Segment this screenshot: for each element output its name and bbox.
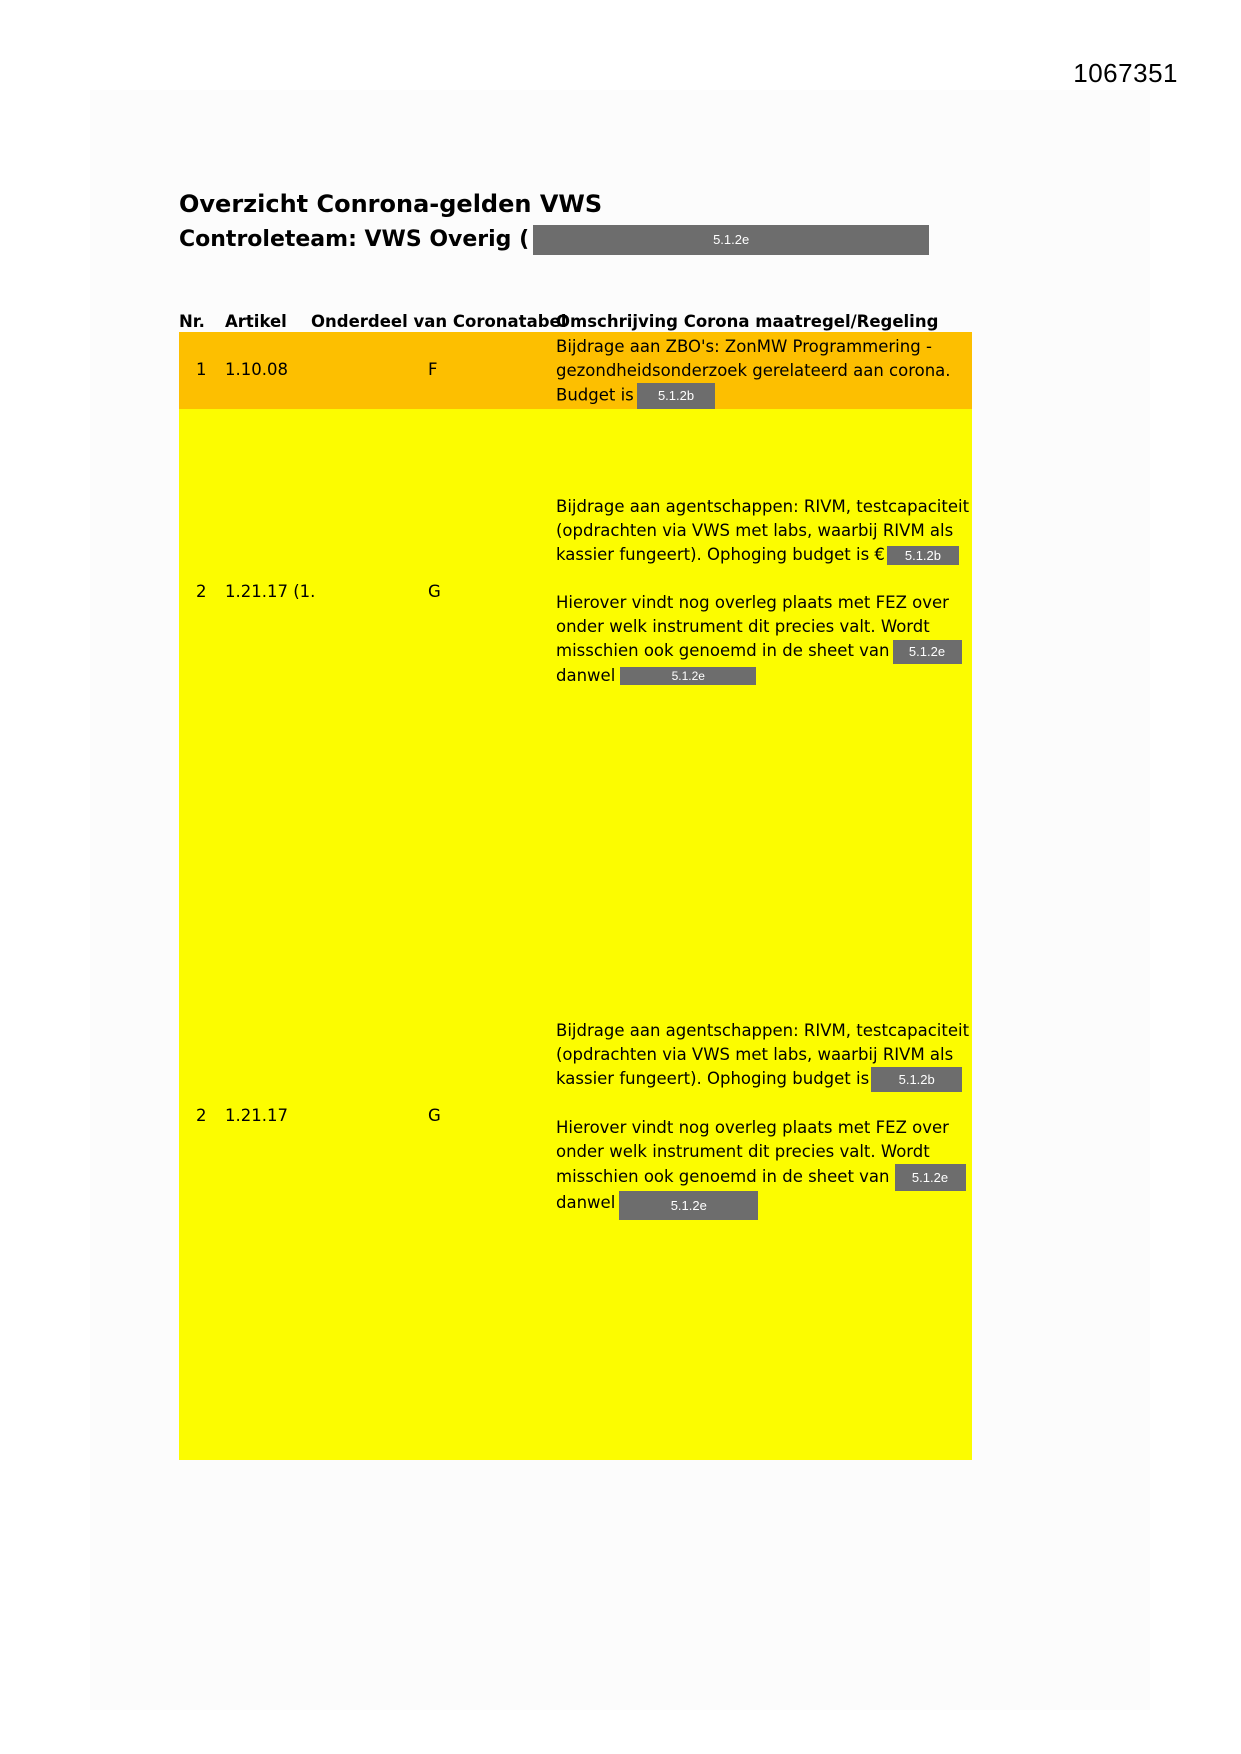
description-line xyxy=(556,543,969,567)
description-line: (opdrachten via VWS met labs, waarbij RIVM als xyxy=(556,1045,954,1064)
row-artikel: 1.21.17 xyxy=(225,1106,288,1125)
row-description xyxy=(556,335,951,409)
row-nr: 1 xyxy=(196,360,207,379)
subtitle-text: Controleteam: VWS Overig ( xyxy=(179,227,530,252)
description-line xyxy=(556,1191,969,1220)
row-description xyxy=(556,495,969,688)
page-title: Overzicht Conrona-gelden VWS xyxy=(179,190,603,218)
table-row xyxy=(179,332,972,409)
description-line: Hierover vindt nog overleg plaats met FEZ over xyxy=(556,1118,949,1137)
description-line: gezondheidsonderzoek gerelateerd aan corona. xyxy=(556,361,951,380)
row-nr: 2 xyxy=(196,582,207,601)
description-line xyxy=(556,639,969,664)
header-omschrijving: Omschrijving Corona maatregel/Regeling xyxy=(556,312,939,331)
description-text: misschien ook genoemd in de sheet van xyxy=(556,1167,890,1186)
description-text: kassier fungeert). Ophoging budget is xyxy=(556,1069,870,1088)
description-text: misschien ook genoemd in de sheet van xyxy=(556,641,890,660)
description-line: onder welk instrument dit precies valt. Wordt xyxy=(556,1142,930,1161)
redaction-box: 5.1.2b xyxy=(637,383,715,409)
document-number: 1067351 xyxy=(1073,58,1178,88)
redaction-box: 5.1.2e xyxy=(895,1164,966,1191)
row-artikel: 1.10.08 xyxy=(225,360,288,379)
row-onderdeel: G xyxy=(428,582,441,601)
description-line: Bijdrage aan agentschappen: RIVM, testcapaciteit xyxy=(556,1021,970,1040)
description-text: danwel xyxy=(556,1193,616,1212)
description-line xyxy=(556,1067,969,1092)
header-onderdeel: Onderdeel van Coronatabel xyxy=(311,312,567,331)
table-row-group xyxy=(179,409,972,1460)
description-line xyxy=(556,1164,969,1191)
row-artikel: 1.21.17 (1. xyxy=(225,582,316,601)
redaction-box: 5.1.2b xyxy=(887,546,959,565)
description-text: danwel xyxy=(556,665,616,685)
redaction-box: 5.1.2b xyxy=(871,1067,962,1092)
page-subtitle xyxy=(179,225,929,255)
description-line xyxy=(556,664,969,688)
row-onderdeel: G xyxy=(428,1106,441,1125)
header-artikel: Artikel xyxy=(225,312,287,331)
description-line: Hierover vindt nog overleg plaats met FEZ over xyxy=(556,593,949,612)
description-text: kassier fungeert). Ophoging budget is € xyxy=(556,545,885,564)
description-line: (opdrachten via VWS met labs, waarbij RIVM als xyxy=(556,521,954,540)
row-onderdeel: F xyxy=(428,360,438,379)
redaction-box: 5.1.2e xyxy=(619,1191,758,1220)
redaction-box: 5.1.2e xyxy=(620,667,756,685)
header-nr: Nr. xyxy=(179,312,205,331)
redaction-box: 5.1.2e xyxy=(533,225,929,255)
row-nr: 2 xyxy=(196,1106,207,1125)
description-line: Bijdrage aan agentschappen: RIVM, testcapaciteit xyxy=(556,497,970,516)
description-line: Bijdrage aan ZBO's: ZonMW Programmering - xyxy=(556,337,932,356)
description-line xyxy=(556,383,951,409)
description-line: onder welk instrument dit precies valt. Wordt xyxy=(556,617,930,636)
redaction-box: 5.1.2e xyxy=(893,640,962,664)
description-text: Budget is xyxy=(556,385,634,405)
row-description xyxy=(556,1019,969,1220)
